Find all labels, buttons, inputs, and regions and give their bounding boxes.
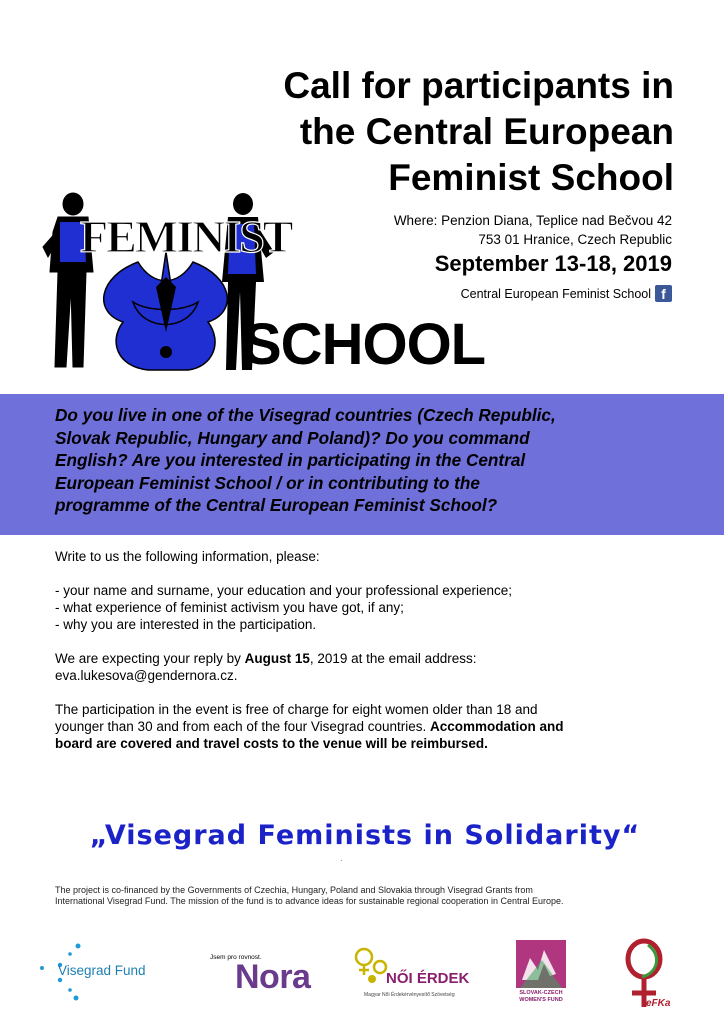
page-title <box>114 63 674 201</box>
intro-text: Write to us the following information, please: <box>55 549 320 564</box>
venue-address <box>394 211 672 249</box>
free-text-line-3 <box>55 735 685 752</box>
question-line: Slovak Republic, Hungary and Poland)? Do you command <box>55 427 530 448</box>
funding-note <box>55 885 695 907</box>
slovak-czech-womens-fund-name <box>513 990 569 1004</box>
facebook-link[interactable] <box>461 285 672 302</box>
question-line: programme of the Central European Feminist School? <box>55 495 498 515</box>
efka-name: eFKa <box>646 998 671 1009</box>
title-line-1: Call for participants in <box>283 65 674 106</box>
slogan <box>90 808 640 858</box>
question-text <box>55 404 685 517</box>
venue-line-1: Where: Penzion Diana, Teplice nad Bečvou 42 <box>393 213 672 228</box>
body-text <box>55 548 685 752</box>
logo-word-school: SCHOOL <box>243 312 486 377</box>
question-line: European Feminist School / or in contributing to the <box>55 472 480 493</box>
contact-email[interactable]: eva.lukesova@gendernora.cz. <box>55 668 238 683</box>
free-text-line-1: The participation in the event is free of charge for eight women older than 18 and <box>55 702 538 717</box>
facebook-label: Central European Feminist School <box>460 286 651 301</box>
deadline-text <box>55 650 685 667</box>
event-dates: September 13-18, 2019 <box>434 251 672 276</box>
title-line-3: Feminist School <box>388 157 674 198</box>
noi-erdek-name: NŐI ÉRDEK <box>386 970 470 987</box>
slogan-text: „Visegrad Feminists in Solidarity“ <box>90 820 640 851</box>
free-text-line-2 <box>55 718 685 735</box>
separator-dot: · <box>340 856 343 865</box>
free-text-normal: younger than 30 and from each of the four Visegrad countries. <box>55 719 430 734</box>
scwf-line-1: SLOVAK-CZECH <box>519 990 563 996</box>
deadline-post: , 2019 at the email address: <box>309 651 477 666</box>
facebook-icon: f <box>655 285 672 302</box>
venue-line-2: 753 01 Hranice, Czech Republic <box>478 232 672 247</box>
question-line: English? Are you interested in participating in the Central <box>55 450 526 470</box>
question-line: Do you live in one of the Visegrad countries (Czech Republic, <box>55 405 556 425</box>
title-line-2: the Central European <box>299 111 674 152</box>
free-text-bold: Accommodation and <box>430 719 564 734</box>
noi-erdek-subtitle: Magyar Női Érdekérvényesítő Szövetség <box>364 992 455 998</box>
funding-line-1: The project is co-financed by the Governments of Czechia, Hungary, Poland and Slovakia through Visegrad Grants from <box>55 885 533 895</box>
deadline-date: August 15 <box>244 651 310 666</box>
requirement-item: - what experience of feminist activism you have got, if any; <box>55 600 404 615</box>
funding-line-2: International Visegrad Fund. The mission of the fund is to advance ideas for sustainable regional cooperation in Central Europe. <box>55 896 564 906</box>
nora-logo: Nora <box>235 958 311 996</box>
visegrad-fund-name: Visegrad Fund <box>58 963 146 978</box>
scwf-line-2: WOMEN'S FUND <box>519 997 563 1003</box>
logo-word-feminist: FEMINIST <box>80 211 292 262</box>
requirement-item: - why you are interested in the participation. <box>55 617 317 632</box>
free-text-bold-2: board are covered and travel costs to the venue will be reimbursed. <box>55 736 488 751</box>
nora-tagline: Jsem pro rovnost. <box>210 954 262 961</box>
requirement-item: - your name and surname, your education and your professional experience; <box>55 583 513 598</box>
deadline-pre: We are expecting your reply by <box>55 651 245 666</box>
